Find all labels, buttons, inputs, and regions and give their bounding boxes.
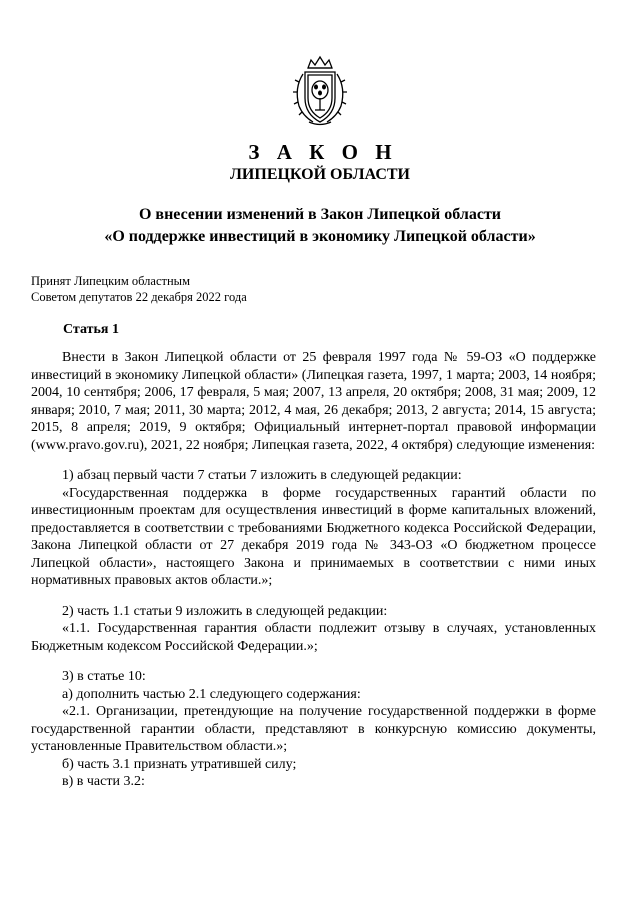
- item2-text: «1.1. Государственная гарантия области подлежит отзыву в случаях, установленных Бюджетным кодексом Российской Федерации.»;: [31, 621, 596, 654]
- item3-b: б) часть 3.1 признать утратившей силу;: [62, 756, 297, 772]
- item1-heading: 1) абзац первый части 7 статьи 7 изложить в следующей редакции:: [62, 468, 462, 483]
- item3-c: в) в части 3.2:: [62, 774, 145, 789]
- article-intro: Внести в Закон Липецкой области от 25 февраля 1997 года № 59-ОЗ «О поддержке инвестиций в экономику Липецкой области» (Липецкая газета, 1997, 1 марта; 2003, 14 ноября; 2004, 10 сентября; 2006, 17 февраля, 5 мая; 2007, 13 апреля, 20 октября; 2008, 31 мая; 2009, 12 января; 2010, 7 мая; 2011, 30 марта; 2012, 4 мая, 26 декабря; 2013, 2 августа; 2014, 15 августа; 2015, 8 апреля; 2019, 9 октября; Официальный интернет-портал правовой информации (www.pravo.gov.ru), 2021, 22 ноября; Липецкая газета, 2022, 4 октября) следующие изменения:: [31, 350, 596, 453]
- article-body: [31, 349, 596, 791]
- law-heading-line1: О внесении изменений в Закон Липецкой области: [138, 206, 502, 223]
- adoption-note: [31, 273, 247, 305]
- law-heading: [40, 204, 600, 248]
- item3-a-text: «2.1. Организации, претендующие на получение государственной поддержки в форме государственной гарантии области, представляют в конкурсную комиссию документы, установленные Правительством области.»;: [31, 704, 596, 754]
- law-heading-line2: «О поддержке инвестиций в экономику Липецкой области»: [104, 228, 536, 245]
- article-title: Статья 1: [63, 322, 119, 337]
- adoption-line1: Принят Липецким областным: [31, 274, 190, 288]
- adoption-line2: Советом депутатов 22 декабря 2022 года: [31, 290, 247, 304]
- item2-heading: 2) часть 1.1 статьи 9 изложить в следующей редакции:: [62, 603, 388, 619]
- item3-a: а) дополнить частью 2.1 следующего содержания:: [62, 686, 361, 702]
- item1-text: «Государственная поддержка в форме государственных гарантий области по инвестиционным проектам для осуществления инвестиций в форме капитальных вложений, предоставляется в соответствии с требованиями Бюджетного кодекса Российской Федерации, Закона Липецкой области от 27 декабря 2019 года № 343-ОЗ «О бюджетном процессе Липецкой области», настоящего Закона и принимаемых в соответствии с ними иных нормативных правовых актов области.»;: [31, 485, 596, 588]
- document-type-title: З А К О Н: [248, 140, 398, 164]
- item3-heading: 3) в статье 10:: [62, 669, 146, 684]
- coat-of-arms-icon: [289, 52, 351, 128]
- region-title: ЛИПЕЦКОЙ ОБЛАСТИ: [230, 166, 410, 183]
